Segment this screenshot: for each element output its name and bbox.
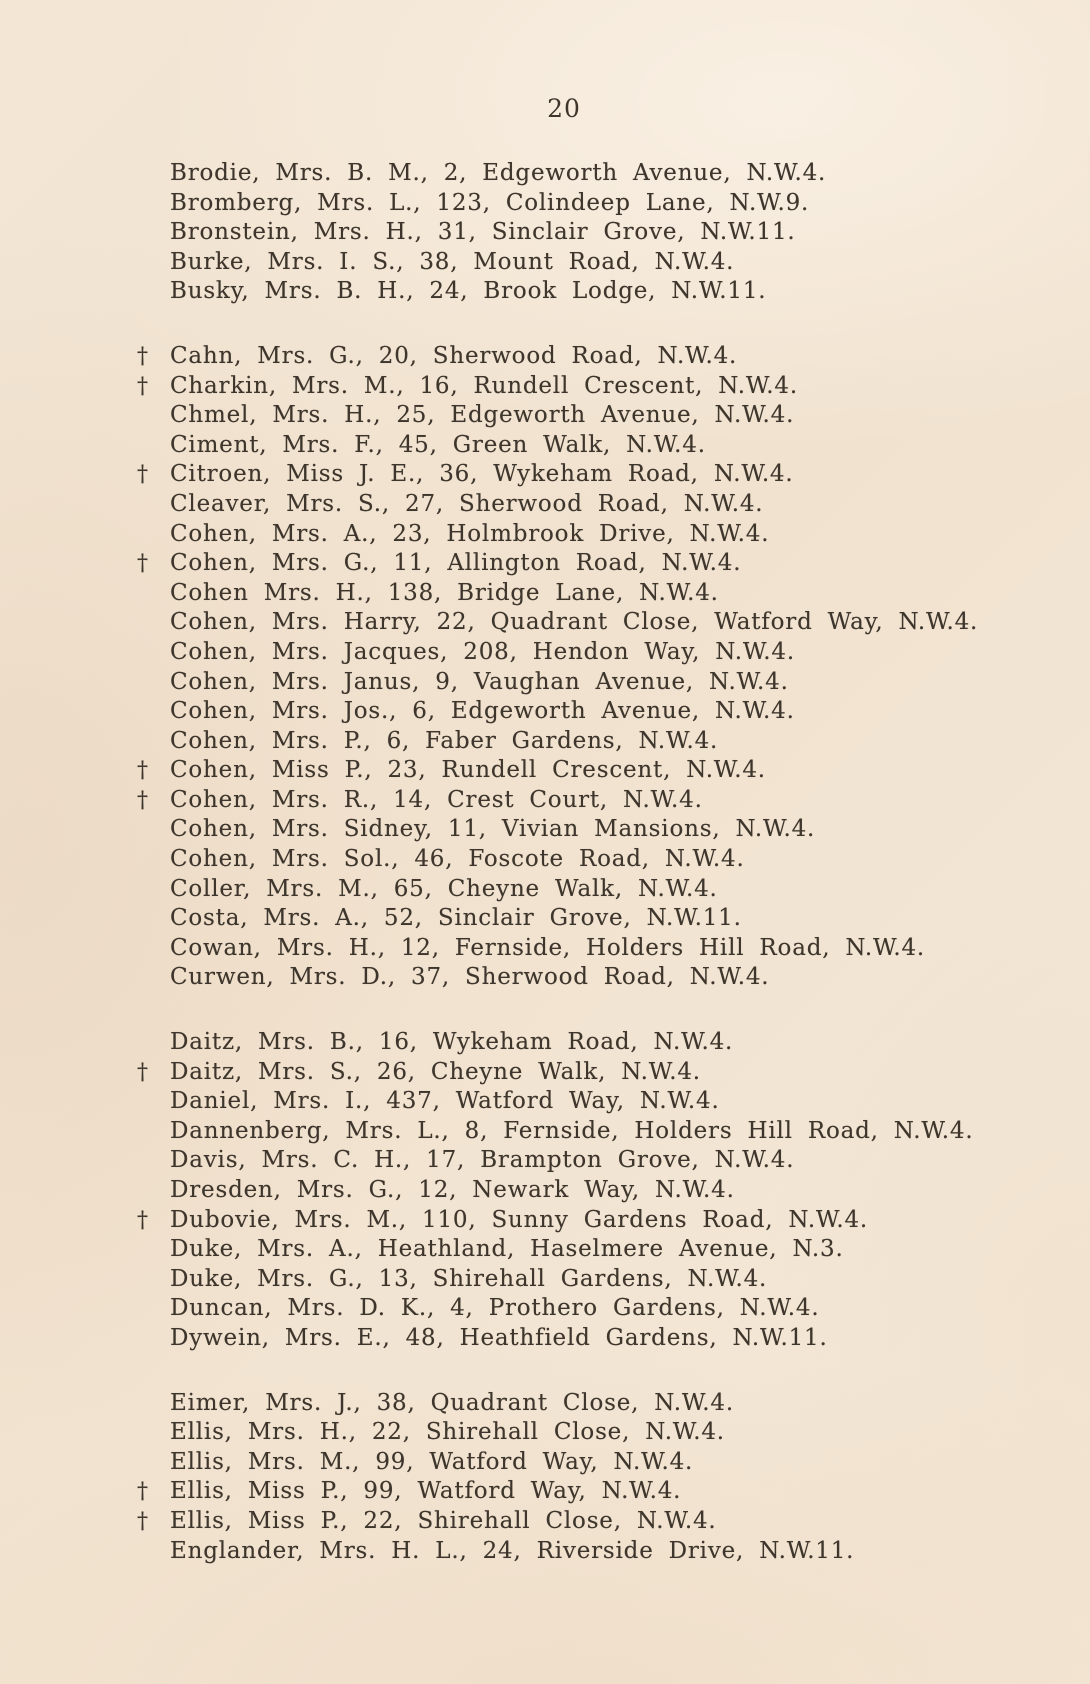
directory-entry — [0, 1028, 1090, 1058]
directory-entry — [0, 401, 1090, 431]
directory-entry — [0, 1235, 1090, 1265]
directory-entry — [0, 1507, 1090, 1537]
directory-entry — [0, 786, 1090, 816]
entry-group-b — [0, 159, 1090, 307]
dagger-icon: † — [137, 1059, 149, 1085]
directory-entry — [0, 668, 1090, 698]
entry-text: Ellis, Miss P., 99, Watford Way, N.W.4. — [170, 1478, 682, 1505]
entry-text: Eimer, Mrs. J., 38, Quadrant Close, N.W.4. — [170, 1389, 734, 1416]
entry-text: Cohen, Miss P., 23, Rundell Crescent, N.W.4. — [170, 757, 766, 784]
directory-entry — [0, 727, 1090, 757]
entry-text: Dywein, Mrs. E., 48, Heathfield Gardens, N.W.11. — [170, 1324, 828, 1351]
directory-entry — [0, 159, 1090, 189]
entry-group-c — [0, 342, 1090, 993]
directory-entry — [0, 815, 1090, 845]
entry-text: Dannenberg, Mrs. L., 8, Fernside, Holders Hill Road, N.W.4. — [170, 1117, 974, 1144]
directory-entry — [0, 1058, 1090, 1088]
entry-text: Cohen, Mrs. P., 6, Faber Gardens, N.W.4. — [170, 727, 719, 754]
directory-entry — [0, 372, 1090, 402]
entry-text: Daniel, Mrs. I., 437, Watford Way, N.W.4. — [170, 1088, 720, 1115]
directory-entry — [0, 638, 1090, 668]
directory-entry — [0, 845, 1090, 875]
directory-entry — [0, 218, 1090, 248]
entry-text: Cohen, Mrs. Jacques, 208, Hendon Way, N.W.4. — [170, 638, 795, 665]
directory-entry — [0, 1477, 1090, 1507]
entry-text: Dubovie, Mrs. M., 110, Sunny Gardens Road, N.W.4. — [170, 1206, 869, 1233]
entry-text: Englander, Mrs. H. L., 24, Riverside Drive, N.W.11. — [170, 1537, 855, 1564]
entry-text: Cohen, Mrs. Sidney, 11, Vivian Mansions, N.W.4. — [170, 816, 816, 843]
entry-text: Ellis, Mrs. H., 22, Shirehall Close, N.W.4. — [170, 1419, 725, 1446]
entry-text: Citroen, Miss J. E., 36, Wykeham Road, N.W.4. — [170, 461, 794, 488]
directory-entry — [0, 549, 1090, 579]
entry-text: Bromberg, Mrs. L., 123, Colindeep Lane, N.W.9. — [170, 189, 810, 216]
entry-text: Brodie, Mrs. B. M., 2, Edgeworth Avenue, N.W.4. — [170, 160, 827, 186]
directory-entry — [0, 1087, 1090, 1117]
entry-text: Costa, Mrs. A., 52, Sinclair Grove, N.W.11. — [170, 905, 742, 932]
dagger-icon: † — [137, 343, 149, 369]
entry-text: Cohen, Mrs. A., 23, Holmbrook Drive, N.W.4. — [170, 520, 770, 547]
dagger-icon: † — [137, 787, 149, 813]
entry-text: Cohen, Mrs. Harry, 22, Quadrant Close, Watford Way, N.W.4. — [170, 609, 979, 636]
dagger-icon: † — [137, 1479, 149, 1505]
entry-text: Coller, Mrs. M., 65, Cheyne Walk, N.W.4. — [170, 875, 718, 902]
directory-entry — [0, 697, 1090, 727]
directory-entry — [0, 1448, 1090, 1478]
directory-entry — [0, 904, 1090, 934]
directory-entry — [0, 1146, 1090, 1176]
directory-entry — [0, 520, 1090, 550]
entry-group-e — [0, 1389, 1090, 1567]
entry-text: Ellis, Miss P., 22, Shirehall Close, N.W.4. — [170, 1507, 717, 1534]
entry-text: Duncan, Mrs. D. K., 4, Prothero Gardens, N.W.4. — [170, 1295, 820, 1322]
entry-text: Ciment, Mrs. F., 45, Green Walk, N.W.4. — [170, 431, 706, 458]
directory-entry — [0, 1294, 1090, 1324]
entry-text: Duke, Mrs. A., Heathland, Haselmere Avenue, N.3. — [170, 1236, 844, 1263]
entry-text: Daitz, Mrs. B., 16, Wykeham Road, N.W.4. — [170, 1029, 734, 1056]
directory-entry — [0, 1537, 1090, 1567]
entry-text: Cohen, Mrs. Sol., 46, Foscote Road, N.W.4. — [170, 846, 745, 873]
entry-text: Cohen, Mrs. G., 11, Allington Road, N.W.4. — [170, 550, 742, 577]
directory-entry — [0, 1206, 1090, 1236]
entry-text: Cowan, Mrs. H., 12, Fernside, Holders Hill Road, N.W.4. — [170, 934, 926, 961]
directory-entry — [0, 342, 1090, 372]
entry-text: Dresden, Mrs. G., 12, Newark Way, N.W.4. — [170, 1177, 735, 1203]
entry-text: Cohen, Mrs. Jos., 6, Edgeworth Avenue, N.W.4. — [170, 698, 795, 725]
directory-entry — [0, 608, 1090, 638]
entry-text: Cleaver, Mrs. S., 27, Sherwood Road, N.W.4. — [170, 490, 764, 517]
directory-entry — [0, 875, 1090, 905]
entry-text: Cohen, Mrs. Janus, 9, Vaughan Avenue, N.W.4. — [170, 668, 789, 695]
entry-text: Busky, Mrs. B. H., 24, Brook Lodge, N.W.11. — [170, 278, 767, 305]
directory-entry — [0, 1389, 1090, 1419]
directory-entry — [0, 1324, 1090, 1354]
directory-entry — [0, 1176, 1090, 1206]
entry-text: Ellis, Mrs. M., 99, Watford Way, N.W.4. — [170, 1448, 694, 1475]
dagger-icon: † — [137, 462, 149, 488]
directory-entry — [0, 1117, 1090, 1147]
dagger-icon: † — [137, 373, 149, 399]
directory-entry — [0, 579, 1090, 609]
entry-text: Cohen, Mrs. R., 14, Crest Court, N.W.4. — [170, 786, 703, 813]
directory-entry — [0, 1418, 1090, 1448]
entry-group-d — [0, 1028, 1090, 1354]
entry-text: Duke, Mrs. G., 13, Shirehall Gardens, N.W.4. — [170, 1265, 768, 1292]
dagger-icon: † — [137, 758, 149, 784]
entry-text: Davis, Mrs. C. H., 17, Brampton Grove, N.W.4. — [170, 1147, 795, 1174]
directory-entry — [0, 756, 1090, 786]
directory-entry — [0, 248, 1090, 278]
entry-text: Chmel, Mrs. H., 25, Edgeworth Avenue, N.W.4. — [170, 402, 795, 429]
dagger-icon: † — [137, 1207, 149, 1233]
directory-entry — [0, 189, 1090, 219]
directory-entry — [0, 934, 1090, 964]
dagger-icon: † — [137, 551, 149, 577]
entry-text: Curwen, Mrs. D., 37, Sherwood Road, N.W.4. — [170, 964, 770, 991]
page-number: 20 — [547, 94, 581, 123]
directory-entry — [0, 1265, 1090, 1295]
directory-entry — [0, 431, 1090, 461]
entry-text: Charkin, Mrs. M., 16, Rundell Crescent, N.W.4. — [170, 372, 798, 399]
directory-entry — [0, 490, 1090, 520]
entry-text: Daitz, Mrs. S., 26, Cheyne Walk, N.W.4. — [170, 1058, 701, 1085]
directory-entry — [0, 460, 1090, 490]
dagger-icon: † — [137, 1508, 149, 1534]
entry-text: Cahn, Mrs. G., 20, Sherwood Road, N.W.4. — [170, 342, 738, 369]
entry-text: Cohen Mrs. H., 138, Bridge Lane, N.W.4. — [170, 579, 719, 606]
directory-list — [0, 159, 1090, 1566]
entry-text: Bronstein, Mrs. H., 31, Sinclair Grove, N.W.11. — [170, 219, 796, 246]
directory-entry — [0, 963, 1090, 993]
entry-text: Burke, Mrs. I. S., 38, Mount Road, N.W.4. — [170, 248, 735, 275]
directory-entry — [0, 277, 1090, 307]
